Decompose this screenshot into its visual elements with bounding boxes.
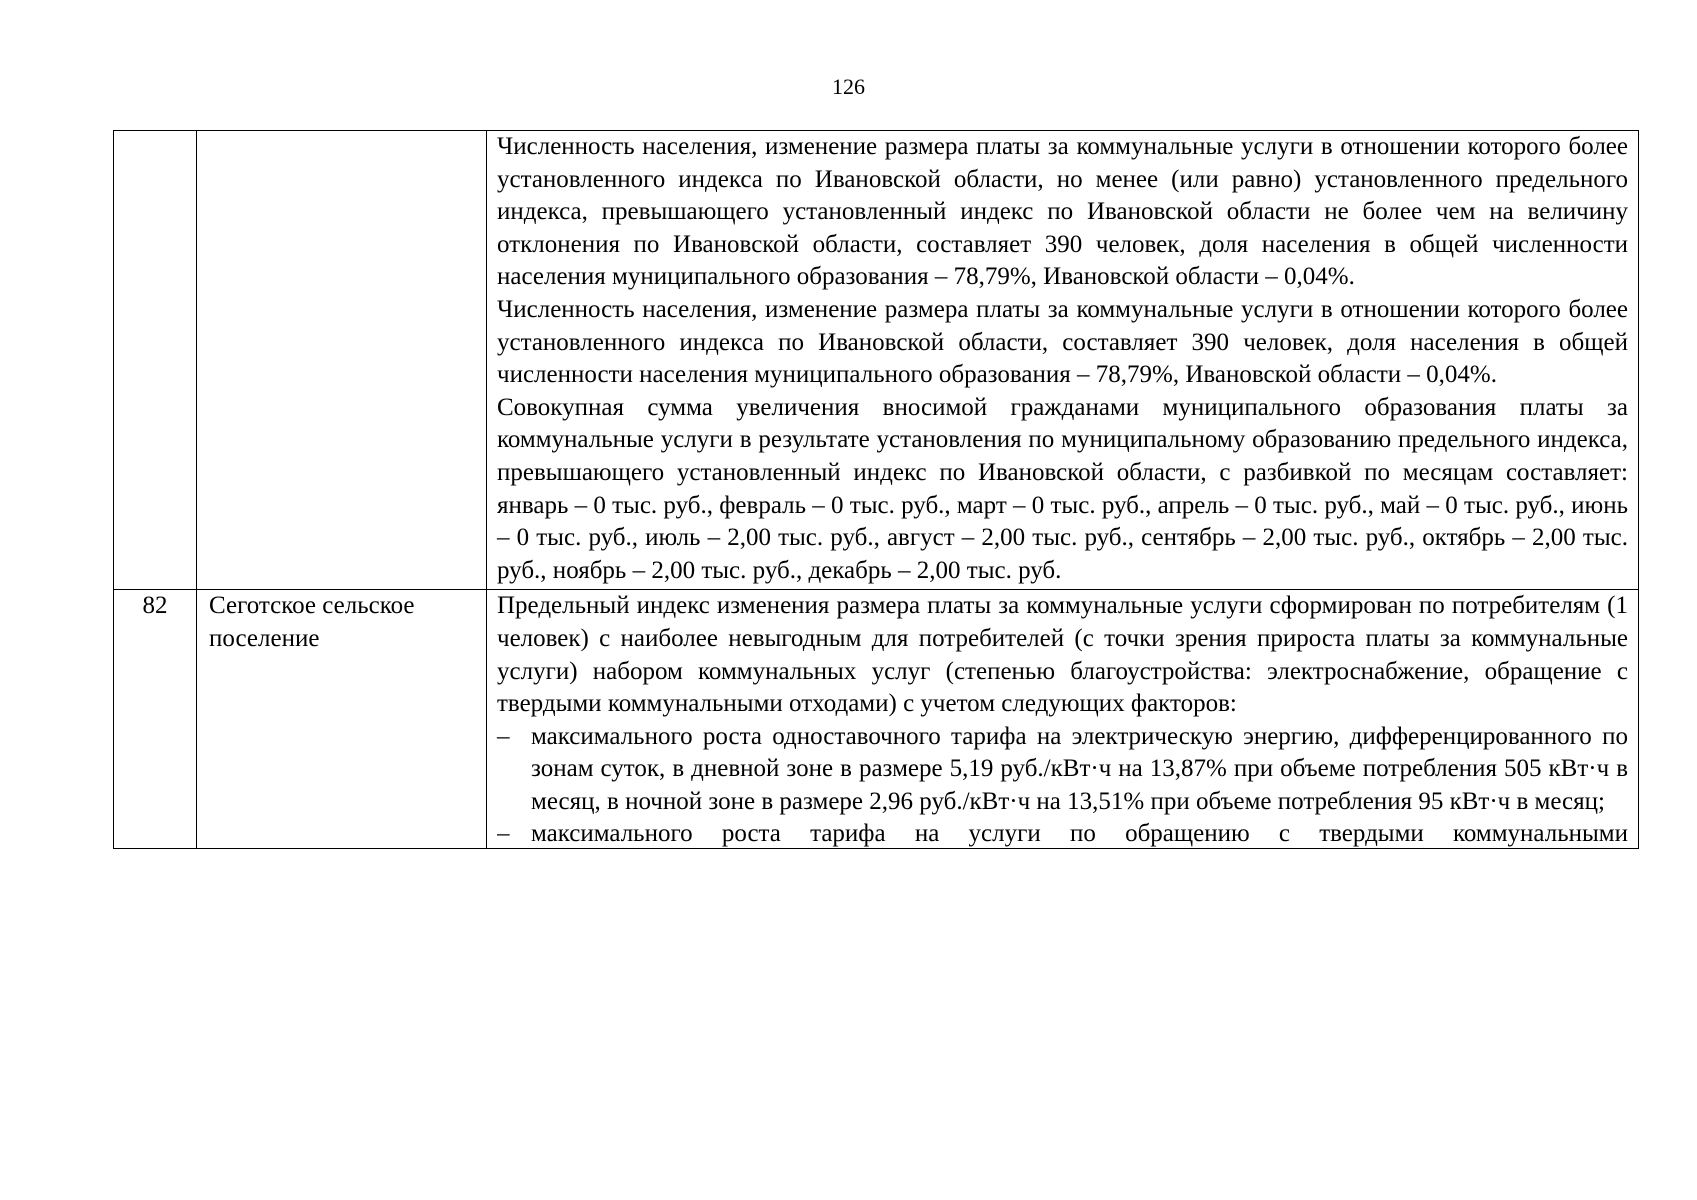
- table-row: [114, 131, 1639, 590]
- row-number-cell: 82: [114, 590, 197, 849]
- settlement-name-cell: Сеготское сельское поселение: [197, 590, 487, 849]
- description-cell: [487, 131, 1639, 590]
- table-row: [114, 590, 1639, 849]
- data-table: [113, 130, 1639, 849]
- factor-text: максимального роста одноставочного тарифа на электрическую энергию, дифференцированного по зонам суток, в дневной зоне в размере 5,19 руб./кВт·ч на 13,87% при объеме потребления 505 кВт·ч в месяц, в ночной зоне в размере 2,96 руб./кВт·ч на 13,51% при объеме потребления 95 кВт·ч в месяц;: [531, 722, 1628, 815]
- payment-increase-paragraph: Совокупная сумма увеличения вносимой гражданами муниципального образования платы за коммунальные услуги в результате установления по муниципальному образованию предельного индекса, превышающего установленный индекс по Ивановской области, с разбивкой по месяцам составляет: январь – 0 тыс. руб., февраль – 0 тыс. руб., март – 0 тыс. руб., апрель – 0 тыс. руб., май – 0 тыс. руб., июнь – 0 тыс. руб., июль – 2,00 тыс. руб., август – 2,00 тыс. руб., сентябрь – 2,00 тыс. руб., октябрь – 2,00 тыс. руб., ноябрь – 2,00 тыс. руб., декабрь – 2,00 тыс. руб.: [497, 393, 1628, 584]
- index-intro-paragraph: Предельный индекс изменения размера платы за коммунальные услуги сформирован по потребителям (1 человек) с наиболее невыгодным для потребителей (с точки зрения прироста платы за коммунальные услуги) набором коммунальных услуг (степенью благоустройства: электроснабжение, обращение с твердыми коммунальными отходами) с учетом следующих факторов:: [497, 592, 1628, 718]
- population-paragraph: Численность населения, изменение размера платы за коммунальные услуги в отношении которого более установленного индекса по Ивановской области, но менее (или равно) установленного предельного индекса, превышающего установленный индекс по Ивановской области не более чем на величину отклонения по Ивановской области, составляет 390 человек, доля населения в общей численности населения муниципального образования – 78,79%, Ивановской области – 0,04%.: [497, 133, 1628, 291]
- dash-marker: –: [497, 820, 510, 848]
- factor-list-item: [497, 721, 1628, 819]
- factor-text: максимального роста тарифа на услуги по обращению с твердыми коммунальными: [531, 820, 1628, 848]
- population-paragraph: Численность населения, изменение размера платы за коммунальные услуги в отношении которого более установленного индекса по Ивановской области, составляет 390 человек, доля населения в общей численности населения муниципального образования – 78,79%, Ивановской области – 0,04%.: [497, 295, 1628, 389]
- page-number: 126: [832, 74, 865, 99]
- dash-marker: –: [497, 722, 510, 750]
- factor-list-item: [497, 818, 1628, 848]
- description-cell: [487, 590, 1639, 849]
- settlement-name-cell: [197, 131, 487, 590]
- row-number-cell: [114, 131, 197, 590]
